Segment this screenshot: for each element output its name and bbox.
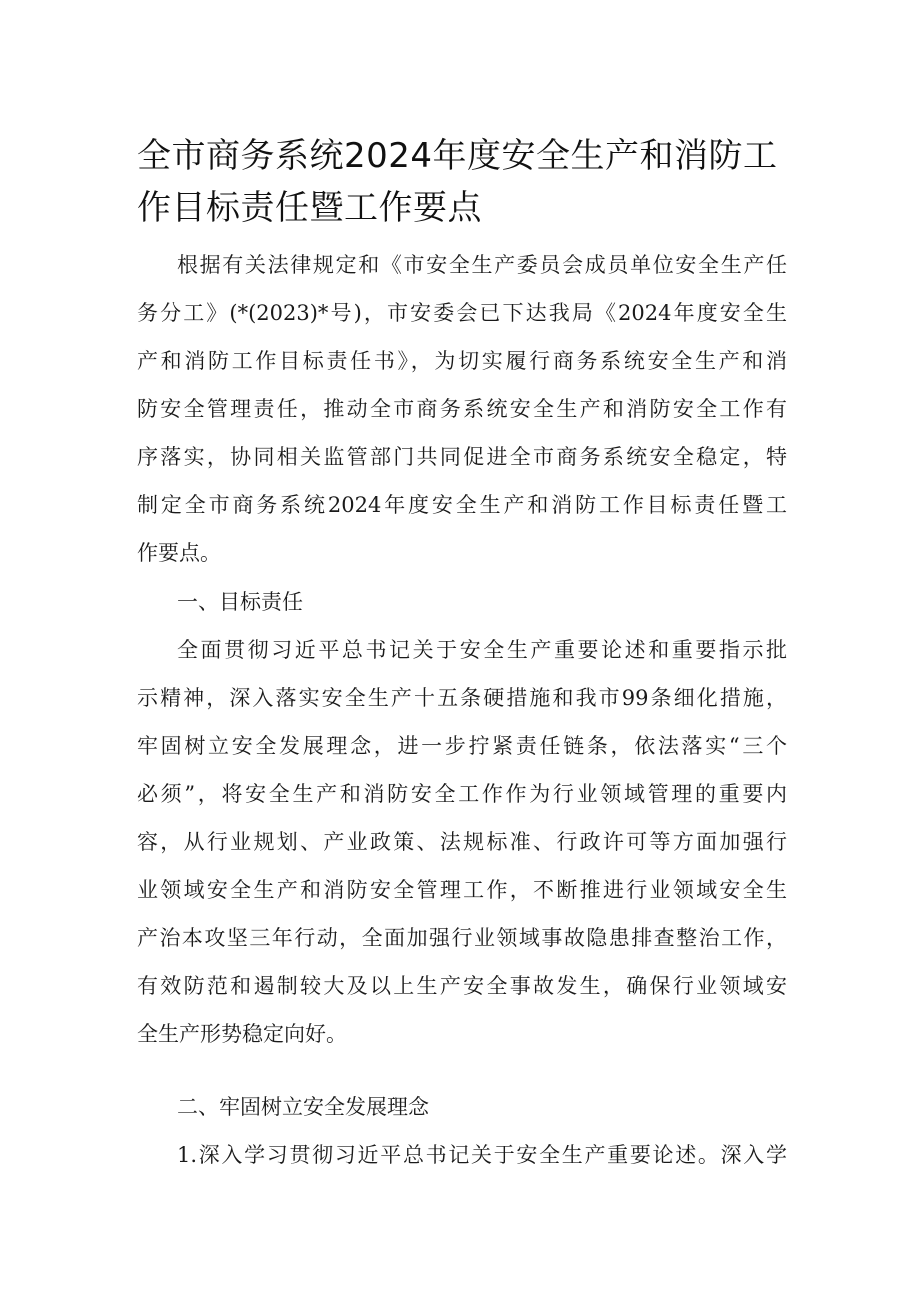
intro-line-3: 产和消防工作目标责任书》，为切实履行商务系统安全生产和消 <box>137 349 787 373</box>
section-1-line-2: 示精神，深入落实安全生产十五条硬措施和我市99条细化措施， <box>137 686 787 710</box>
section-1-line-1: 全面贯彻习近平总书记关于安全生产重要论述和重要指示批 <box>177 638 787 662</box>
intro-line-7: 作要点。 <box>137 541 221 565</box>
section-2-item-1: 1.深入学习贯彻习近平总书记关于安全生产重要论述。深入学 <box>177 1143 787 1167</box>
section-2-heading: 二、牢固树立安全发展理念 <box>177 1095 429 1119</box>
intro-line-2: 务分工》(*(2023)*号)，市安委会已下达我局《2024年度安全生 <box>137 301 787 325</box>
intro-line-6: 制定全市商务系统2024年度安全生产和消防工作目标责任暨工 <box>137 493 787 517</box>
document-title-line-2: 作目标责任暨工作要点 <box>137 188 482 228</box>
section-1-line-6: 业领域安全生产和消防安全管理工作，不断推进行业领域安全生 <box>137 878 787 902</box>
intro-line-5: 序落实，协同相关监管部门共同促进全市商务系统安全稳定，特 <box>137 445 787 469</box>
section-1-heading: 一、目标责任 <box>177 590 303 614</box>
document-title-line-1: 全市商务系统2024年度安全生产和消防工 <box>137 136 778 176</box>
intro-line-1: 根据有关法律规定和《市安全生产委员会成员单位安全生产任 <box>177 253 787 277</box>
intro-line-4: 防安全管理责任，推动全市商务系统安全生产和消防安全工作有 <box>137 397 787 421</box>
section-1-line-7: 产治本攻坚三年行动，全面加强行业领域事故隐患排查整治工作， <box>137 926 787 950</box>
section-1-line-5: 容，从行业规划、产业政策、法规标准、行政许可等方面加强行 <box>137 830 787 854</box>
section-1-line-4: 必须”，将安全生产和消防安全工作作为行业领域管理的重要内 <box>137 782 787 806</box>
section-1-line-3: 牢固树立安全发展理念，进一步拧紧责任链条，依法落实“三个 <box>137 734 787 758</box>
section-1-line-9: 全生产形势稳定向好。 <box>137 1022 347 1046</box>
section-1-line-8: 有效防范和遏制较大及以上生产安全事故发生，确保行业领域安 <box>137 974 787 998</box>
